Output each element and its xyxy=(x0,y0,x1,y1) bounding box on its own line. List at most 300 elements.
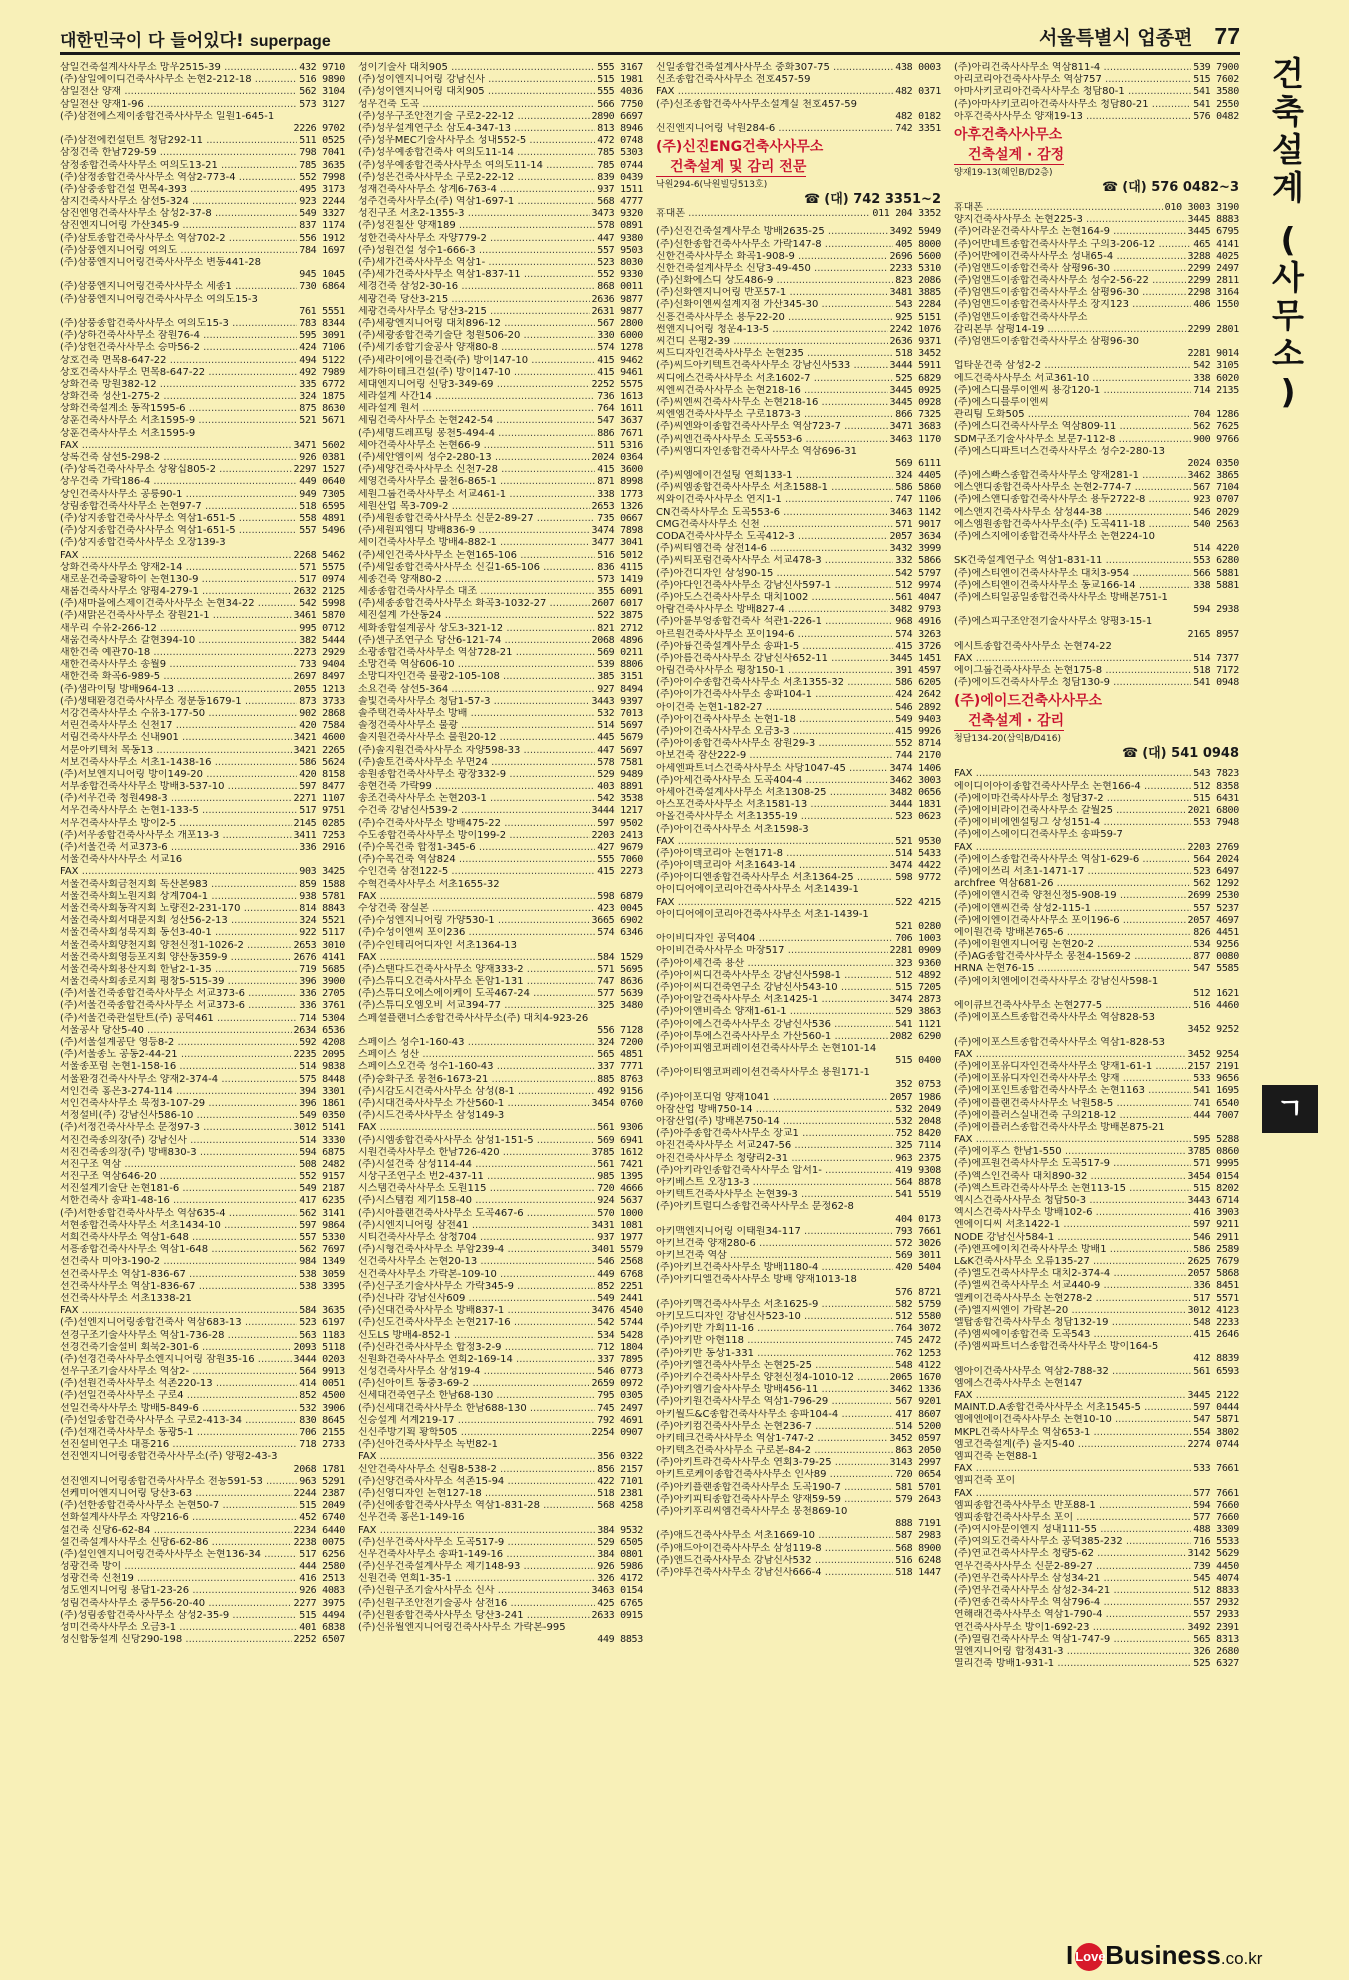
list-item xyxy=(656,787,941,799)
list-item xyxy=(656,1043,941,1055)
list-item xyxy=(60,1464,345,1476)
list-item xyxy=(954,1049,1239,1061)
business-name: 아이건축 논현1-182-27 ..... xyxy=(656,702,893,714)
phone-number: 568 4258 xyxy=(597,1500,643,1512)
business-name: 서문아키텍처 목동13 ..... xyxy=(60,745,292,757)
phone-number: 557 9503 xyxy=(597,244,643,256)
phone-number: 554 3802 xyxy=(1193,1426,1239,1438)
phone-number: 868 0011 xyxy=(597,281,643,293)
business-name: 열리건축 방배1-931-1 ..... xyxy=(954,1658,1191,1670)
phone-number: 336 8451 xyxy=(1193,1280,1239,1292)
phone-number: 752 8420 xyxy=(895,1128,941,1140)
list-item xyxy=(358,1390,643,1402)
phone-number: 511 0525 xyxy=(299,135,345,147)
logo-i: I xyxy=(1066,1940,1074,1970)
business-name: 선케미어엔지니어링 당산3-63 ..... xyxy=(60,1488,292,1500)
phone-number: 515 1981 xyxy=(597,74,643,86)
business-name: 신세대건축연구소 한남68-130 ..... xyxy=(358,1390,595,1402)
list-item xyxy=(954,470,1239,482)
business-name: 엠코건축설계(주) 을지5-40 ..... xyxy=(954,1439,1186,1451)
list-item xyxy=(954,1341,1239,1353)
phone-number: 532 3906 xyxy=(299,1402,345,1414)
business-name: 소망건축 역삼606-10 ..... xyxy=(358,659,595,671)
business-name: 상훈건축사사무소 서초1595-9 xyxy=(60,427,196,439)
list-item xyxy=(60,196,345,208)
business-name: (주)아이건축사사무소 오금3-3 ..... xyxy=(656,726,893,738)
business-name: 상화건축 망원382-12 ..... xyxy=(60,379,297,391)
phone-number: 555 7060 xyxy=(597,854,643,866)
list-item xyxy=(358,99,643,111)
list-item xyxy=(60,1439,345,1451)
phone-number xyxy=(1237,336,1239,348)
list-item xyxy=(656,446,941,458)
phone-number: 415 9462 xyxy=(597,354,643,366)
phone-number: 394 3301 xyxy=(299,1085,345,1097)
business-name: (주)아이알건축사사무소 서초1425-1 ..... xyxy=(656,994,888,1006)
list-item xyxy=(60,1561,345,1573)
list-item xyxy=(656,1250,941,1262)
phone-number: 338 5881 xyxy=(1193,579,1239,591)
phone-number: 338 6020 xyxy=(1193,372,1239,384)
phone-number: 926 5986 xyxy=(597,1561,643,1573)
list-item xyxy=(358,172,643,184)
business-name: 세경건축 삼성2-30-16 ..... xyxy=(358,281,595,293)
phone-number: 518 6595 xyxy=(299,500,345,512)
ad-service: 건축설계 · 감리 xyxy=(954,713,1064,731)
list-item xyxy=(60,1366,345,1378)
list-item xyxy=(358,830,643,842)
phone-number xyxy=(641,1512,643,1524)
phone-number: 561 7421 xyxy=(597,1158,643,1170)
business-name: (주)앤드건축사사무소 강남신사532 ..... xyxy=(656,1555,893,1567)
business-name: (주)신유월엔지니어링건축사사무소 가락본-995 xyxy=(358,1622,566,1633)
phone-number: 2082 6290 xyxy=(889,1030,941,1042)
phone-number: 562 1292 xyxy=(1193,878,1239,890)
phone-number: 598 6879 xyxy=(597,890,643,902)
list-item xyxy=(954,580,1239,592)
phone-number: 3474 4422 xyxy=(889,860,941,872)
phone-number: 923 0707 xyxy=(1193,494,1239,506)
phone-number xyxy=(343,294,345,306)
list-item xyxy=(60,818,345,830)
list-item xyxy=(954,915,1239,927)
list-item xyxy=(60,1293,345,1305)
phone-number: 412 8839 xyxy=(1193,1353,1239,1365)
business-name: (주)아이씨디건축사사무소 강남신사598-1 ..... xyxy=(656,970,893,982)
list-item xyxy=(358,781,643,793)
phone-number: 3462 3865 xyxy=(1187,470,1239,482)
phone-number: 572 3026 xyxy=(895,1237,941,1249)
business-name: (주)성우설계연구소 삼도4-347-13 ..... xyxy=(358,123,595,135)
phone-number: 356 0322 xyxy=(597,1451,643,1463)
business-name: 스페이스 성산 ..... xyxy=(358,1049,595,1061)
phone-number: 445 5679 xyxy=(597,732,643,744)
phone-number: 584 3635 xyxy=(299,1305,345,1317)
list-item xyxy=(358,610,643,622)
business-name: (주)아키반 가회11-16 ..... xyxy=(656,1323,893,1335)
business-name: (주)삼전에컨설턴트 청담292-11 ..... xyxy=(60,135,297,147)
business-name: 아세엔파트너스건축사사무소 사당1047-45 ..... xyxy=(656,763,888,775)
list-item xyxy=(60,367,345,379)
list-item xyxy=(954,494,1239,506)
telephone-icon: ☎ xyxy=(1121,746,1139,762)
list-item xyxy=(954,1427,1239,1439)
business-name: 엠피종합건축사사무소 반포88-1 ..... xyxy=(954,1500,1191,1512)
business-name: (주)수목건축 역삼824 ..... xyxy=(358,854,595,866)
business-name: 신한건축설계사무소 신당3-49-450 ..... xyxy=(656,263,888,275)
business-name: 세화종합설계공사 상도3-321-12 ..... xyxy=(358,623,595,635)
list-item xyxy=(656,1433,941,1445)
list-item xyxy=(60,1135,345,1147)
phone-number: 2274 0744 xyxy=(1187,1438,1239,1450)
business-name: FAX ..... xyxy=(60,550,292,562)
phone-number: 3142 5629 xyxy=(1187,1548,1239,1560)
phone-number: 2632 2125 xyxy=(293,586,345,598)
phone-number: 515 4494 xyxy=(299,1609,345,1621)
phone-number: 542 5744 xyxy=(597,1317,643,1329)
business-name: 성재건축사사무소 상계6-763-4 ..... xyxy=(358,184,595,196)
list-item xyxy=(60,1476,345,1488)
business-name: 아림건축사사무소 평창150-1 ..... xyxy=(656,665,893,677)
phone-number: 718 2733 xyxy=(299,1439,345,1451)
page-number: 77 xyxy=(1214,23,1240,49)
list-item xyxy=(954,1378,1239,1390)
phone-number: 3463 0154 xyxy=(591,1585,643,1597)
phone-number: 3785 1612 xyxy=(591,1146,643,1158)
list-item xyxy=(656,1140,941,1152)
business-name: (주)엄앤드이종합건축사사무소 xyxy=(954,311,1088,323)
phone-number: 742 3351 xyxy=(895,122,941,134)
list-item xyxy=(656,421,941,433)
business-name: 세라설계 사간14 ..... xyxy=(358,391,595,403)
phone-number: 541 1121 xyxy=(895,1018,941,1030)
list-item xyxy=(954,1195,1239,1207)
phone-number: 449 8853 xyxy=(597,1634,643,1646)
list-item xyxy=(60,1049,345,1061)
phone-number: 512 4892 xyxy=(895,969,941,981)
list-item xyxy=(656,653,941,665)
business-name: 상록건축 삼선5-298-2 ..... xyxy=(60,452,297,464)
list-item xyxy=(60,99,345,111)
phone-number: 2068 1781 xyxy=(293,1463,345,1475)
phone-number: 813 8946 xyxy=(597,122,643,134)
list-item xyxy=(358,1451,643,1463)
list-item xyxy=(358,1573,643,1585)
list-item xyxy=(954,1585,1239,1597)
business-name: 서울건축사회영등포지회 양산동359-9 ..... xyxy=(60,952,292,964)
business-name: 세라설계 원서 ..... xyxy=(358,403,595,415)
list-item xyxy=(954,1000,1239,1012)
phone-number: 859 1588 xyxy=(299,878,345,890)
business-name: (주)시대건축사사무소 가산560-1 ..... xyxy=(358,1098,590,1110)
business-name: (주)아이티엠코퍼레이션건축사사무소 용원171-1 xyxy=(656,1067,870,1079)
list-item xyxy=(358,501,643,513)
business-name: (주)아이건축사사무소 서초1598-3 xyxy=(656,823,809,835)
phone-number: 488 3309 xyxy=(1193,1524,1239,1536)
list-item xyxy=(358,988,643,1000)
phone-number: 552 7998 xyxy=(299,171,345,183)
list-item xyxy=(60,1000,345,1012)
business-name: (주)에스티엔이건축사사무소 대치3-954 ..... xyxy=(954,568,1191,580)
list-item xyxy=(954,1634,1239,1646)
list-item xyxy=(60,318,345,330)
list-item xyxy=(358,732,643,744)
list-item xyxy=(954,1207,1239,1219)
business-name: FAX ..... xyxy=(358,1451,595,1463)
list-item xyxy=(60,927,345,939)
list-item xyxy=(954,1463,1239,1475)
list-item xyxy=(60,891,345,903)
business-name: 성미건축사사무소 오금3-1 ..... xyxy=(60,1622,297,1634)
phone-number: 529 9489 xyxy=(597,768,643,780)
list-item xyxy=(60,428,345,440)
business-name: (주)신영디자인 논현127-18 ..... xyxy=(358,1488,595,1500)
phone-number: 556 7128 xyxy=(597,1024,643,1036)
business-name: (주)신화이엔씨설계지점 가산345-30 ..... xyxy=(656,299,893,311)
phone-number: 415 2646 xyxy=(1193,1329,1239,1341)
business-name: 세진설계 가산동24 ..... xyxy=(358,610,595,622)
list-item xyxy=(358,915,643,927)
business-name: 휴대폰 ..... xyxy=(954,202,1163,214)
list-item xyxy=(954,1219,1239,1231)
phone-number: 533 9656 xyxy=(1193,1073,1239,1085)
list-item xyxy=(60,1317,345,1329)
business-name: (주)신화에스디 상도486-9 ..... xyxy=(656,275,893,287)
ad-company-name: (주)신진ENG건축사사무소 xyxy=(656,139,824,156)
business-name: FAX ..... xyxy=(954,1390,1186,1402)
phone-number: 514 5697 xyxy=(597,720,643,732)
business-name: (주)아키트라건축사사무소 연회3-79-25 ..... xyxy=(656,1457,888,1469)
business-name: (주)성우예종합건축사 여의도11-14 ..... xyxy=(358,147,595,159)
business-name: archfree 역삼681-26 ..... xyxy=(954,878,1191,890)
business-name: 서울건축사회종로지회 평창5-515-39 ..... xyxy=(60,976,297,988)
list-item xyxy=(656,1201,941,1213)
list-item xyxy=(656,1128,941,1140)
phone-number: 3454 0760 xyxy=(591,1097,643,1109)
business-name: FAX ..... xyxy=(954,842,1186,854)
business-name: 아키테크건축사사무소 역삼1-747-2 ..... xyxy=(656,1433,888,1445)
business-name: CMG건축사사무소 신천 ..... xyxy=(656,519,893,531)
business-name: (주)아이가건축사사무소 송파104-1 ..... xyxy=(656,689,893,701)
list-item xyxy=(656,970,941,982)
business-name: (주)열림건축사사무소 역삼1-747-9 ..... xyxy=(954,1634,1191,1646)
list-item xyxy=(60,610,345,622)
business-name: 스페셜플랜너스종합건축사사무소(주) 대치4-923-26 xyxy=(358,1012,589,1024)
phone-number: 415 3726 xyxy=(895,640,941,652)
business-name: (주)수인테리어디자인 서초1364-13 xyxy=(358,939,518,951)
phone-number: 447 9380 xyxy=(597,232,643,244)
list-item xyxy=(656,1177,941,1189)
business-name: (주)어반에이건축사사무소 성내65-4 ..... xyxy=(954,251,1186,263)
phone-number: 925 5151 xyxy=(895,311,941,323)
publication-brand: superpage xyxy=(249,33,331,50)
phone-number: 2021 6800 xyxy=(1187,805,1239,816)
business-name: 선화설계사사무소 자양216-6 ..... xyxy=(60,1512,297,1524)
business-name: 성이기술사 대치905 ..... xyxy=(358,62,595,74)
ad-service: 건축설계 · 감정 xyxy=(954,147,1064,165)
business-name: (주)서우건축 청원498-3 ..... xyxy=(60,793,292,805)
list-item xyxy=(954,336,1239,348)
business-name: 아진건축사사무소 서교247-56 ..... xyxy=(656,1140,893,1152)
list-item xyxy=(954,616,1239,628)
business-name: (주)선한종합건축사사무소 논현50-7 ..... xyxy=(60,1500,297,1512)
business-name: (주)아이피엠코퍼레이션건축사사무소 논현101-14 xyxy=(656,1042,877,1054)
business-name: (주)시스템컴 제기158-40 ..... xyxy=(358,1195,595,1207)
phone-number: 416 2513 xyxy=(299,1573,345,1585)
list-item xyxy=(358,1634,643,1646)
phone-number: 597 8477 xyxy=(299,781,345,793)
business-name: (주)상하건축사사무소 잠원76-4 ..... xyxy=(60,330,297,342)
list-item xyxy=(358,1476,643,1488)
phone-number: 594 7660 xyxy=(1193,1499,1239,1511)
business-name: (주)삼전에스제이종합건축사사무소 일원1-645-1 xyxy=(60,110,275,122)
business-name: (주)시엠종합건축사사무소 삼성1-151-5 ..... xyxy=(358,1135,595,1147)
list-item xyxy=(954,543,1239,555)
phone-number: 2634 6536 xyxy=(293,1024,345,1036)
phone-number: 3445 2122 xyxy=(1187,1390,1239,1401)
list-item xyxy=(358,623,643,635)
list-item xyxy=(656,677,941,689)
business-name: (주)에이포스트종합건축사사무소 역삼828-53 xyxy=(954,1012,1155,1024)
phone-number: 518 3452 xyxy=(895,348,941,360)
list-item xyxy=(60,1598,345,1610)
business-name: (주)아키후리씨엠건축사사무소 봉천869-10 xyxy=(656,1506,848,1517)
list-item xyxy=(358,927,643,939)
list-item xyxy=(358,220,643,232)
list-item xyxy=(656,324,941,336)
phone-number: 576 8721 xyxy=(895,1286,941,1298)
business-name: (주)아다인건축사사무소 강남신사597-1 ..... xyxy=(656,580,893,592)
list-item xyxy=(358,1061,643,1073)
list-item xyxy=(656,1299,941,1311)
business-name: (주)아키엘건축사사무소 논현25-25 ..... xyxy=(656,1360,893,1372)
list-item xyxy=(954,1256,1239,1268)
phone-number: 517 9751 xyxy=(299,805,345,817)
phone-number: 512 8358 xyxy=(1193,780,1239,792)
business-name: (주)아이씨디건축연구소 강남신사543-10 ..... xyxy=(656,982,893,994)
list-item xyxy=(358,1378,643,1390)
phone-number: 564 9913 xyxy=(299,1366,345,1378)
business-name: 세영건축사사무소 불천6-865-1 ..... xyxy=(358,476,595,488)
business-name: (주)에프원건축사사무소 도곡517-9 ..... xyxy=(954,1158,1191,1170)
phone-number: 2699 2530 xyxy=(1187,890,1239,902)
business-name: (주)엄앤드이종합건축사 삼평96-30 ..... xyxy=(954,263,1186,275)
phone-number: 2890 6697 xyxy=(591,110,643,122)
phone-number: 924 5637 xyxy=(597,1195,643,1207)
phone-number: 567 2800 xyxy=(597,317,643,329)
business-name: (주)에스티엔이건축사사무소 동교166-14 ..... xyxy=(954,580,1191,592)
business-name: (주)아키트럴디스종합건축사사무소 문정62-8 xyxy=(656,1201,854,1213)
business-name: 선진엔지니어링종합건축사사무소(주) 양평2-43-3 xyxy=(60,1451,278,1463)
list-item xyxy=(60,208,345,220)
phone-number xyxy=(939,1274,941,1286)
phone-number: 714 5304 xyxy=(299,1012,345,1024)
business-name: 업타운건축 삼성2-2 ..... xyxy=(954,360,1191,372)
phone-number: 3401 5579 xyxy=(591,1244,643,1256)
business-name: 서정설비(주) 강남신사586-10 ..... xyxy=(60,1110,297,1122)
list-item xyxy=(954,1110,1239,1122)
phone-number: 2203 2413 xyxy=(591,829,643,841)
list-item xyxy=(60,1037,345,1049)
list-item xyxy=(60,1451,345,1463)
phone-number: 795 0305 xyxy=(597,1390,643,1402)
business-name: (주)에이비에엔설팅그 상성151-4 ..... xyxy=(954,817,1191,829)
phone-number: 384 0801 xyxy=(597,1548,643,1560)
list-item xyxy=(656,872,941,884)
business-name: 성한건축사사무소 자양779-2 ..... xyxy=(358,233,595,245)
business-name: 에시트종합건축사사무소 논현74-22 xyxy=(954,640,1112,652)
list-item xyxy=(954,817,1239,829)
list-item xyxy=(656,1543,941,1555)
business-name: 서울건축사회금천지회 독산본983 ..... xyxy=(60,879,297,891)
business-name: (주)신원구조기술사사무소 신사 ..... xyxy=(358,1585,590,1597)
list-item xyxy=(954,1524,1239,1536)
phone-number: 597 9211 xyxy=(1193,1219,1239,1231)
list-item xyxy=(656,360,941,372)
phone-number: 337 7771 xyxy=(597,1061,643,1073)
business-name: (주)연우건축사사무소 삼성2-34-21 ..... xyxy=(954,1585,1191,1597)
business-name: 신우건축 홍은1-149-16 xyxy=(358,1512,465,1524)
list-item xyxy=(656,763,941,775)
business-name: (주)어반네트종합건축사사무소 구의3-206-12 ..... xyxy=(954,239,1191,251)
phone-number: 2244 2387 xyxy=(293,1487,345,1499)
phone-number xyxy=(939,74,941,86)
business-name: 세원산업 목3-709-2 ..... xyxy=(358,501,590,513)
business-name: FAX ..... xyxy=(656,897,893,909)
list-item xyxy=(60,135,345,147)
business-name: (주)세가건축사사무소 역삼1-837-11 ..... xyxy=(358,269,595,281)
phone-number: 923 2244 xyxy=(299,196,345,208)
business-name: (주)여의도건축사사무소 공덕385-232 ..... xyxy=(954,1536,1191,1548)
list-item xyxy=(954,1122,1239,1134)
business-name: 세가하이테크건설(주) 방이147-10 ..... xyxy=(358,367,595,379)
phone-number: 549 2441 xyxy=(597,1292,643,1304)
phone-number: 927 8494 xyxy=(597,683,643,695)
phone-number: 553 7948 xyxy=(1193,817,1239,829)
list-item xyxy=(60,903,345,915)
phone-number: 515 8202 xyxy=(1193,1182,1239,1194)
business-name: 선건축사 미아3-190-2 ..... xyxy=(60,1256,297,1268)
business-name: (주)세광종합건축기술단 청원506-20 ..... xyxy=(358,330,595,342)
list-item xyxy=(60,172,345,184)
list-item xyxy=(954,421,1239,433)
phone-number: 3431 1081 xyxy=(591,1219,643,1231)
list-item xyxy=(954,842,1239,854)
list-item xyxy=(954,1414,1239,1426)
business-name: (주)신대건축사사무소 방배837-1 ..... xyxy=(358,1305,590,1317)
list-item xyxy=(60,976,345,988)
business-name: (주)신한종합건축사사무소 가락147-8 ..... xyxy=(656,239,893,251)
phone-number: 562 7697 xyxy=(299,1244,345,1256)
phone-number: 571 5695 xyxy=(597,963,643,975)
list-item xyxy=(954,781,1239,793)
business-name: (주)선원건축사사무소 석촌220-13 ..... xyxy=(60,1378,297,1390)
business-name: (주)씨엠에이건설팅 연희133-1 ..... xyxy=(656,470,893,482)
business-name: 성광건축 신천19 ..... xyxy=(60,1573,297,1585)
phone-number: 422 7101 xyxy=(597,1475,643,1487)
business-name: (주)아키피티종합건축사사무소 양재59-59 ..... xyxy=(656,1494,893,1506)
phone-number: 534 5428 xyxy=(597,1329,643,1341)
business-name: (주)아키디엘건축사사무소 방배 양재1013-18 xyxy=(656,1274,857,1286)
phone-number: 562 7625 xyxy=(1193,421,1239,433)
list-item xyxy=(656,312,941,324)
business-name: (주)에스피구조안전기술사사무소 양평3-15-1 xyxy=(954,616,1153,628)
section-title xyxy=(1039,23,1240,50)
business-name: SK건축설계연구소 역삼1-831-11 ..... xyxy=(954,555,1191,567)
business-name: 에스앤지건축사사무소 삼성44-38 ..... xyxy=(954,507,1191,519)
phone-number: 571 5575 xyxy=(299,561,345,573)
list-item xyxy=(60,1232,345,1244)
